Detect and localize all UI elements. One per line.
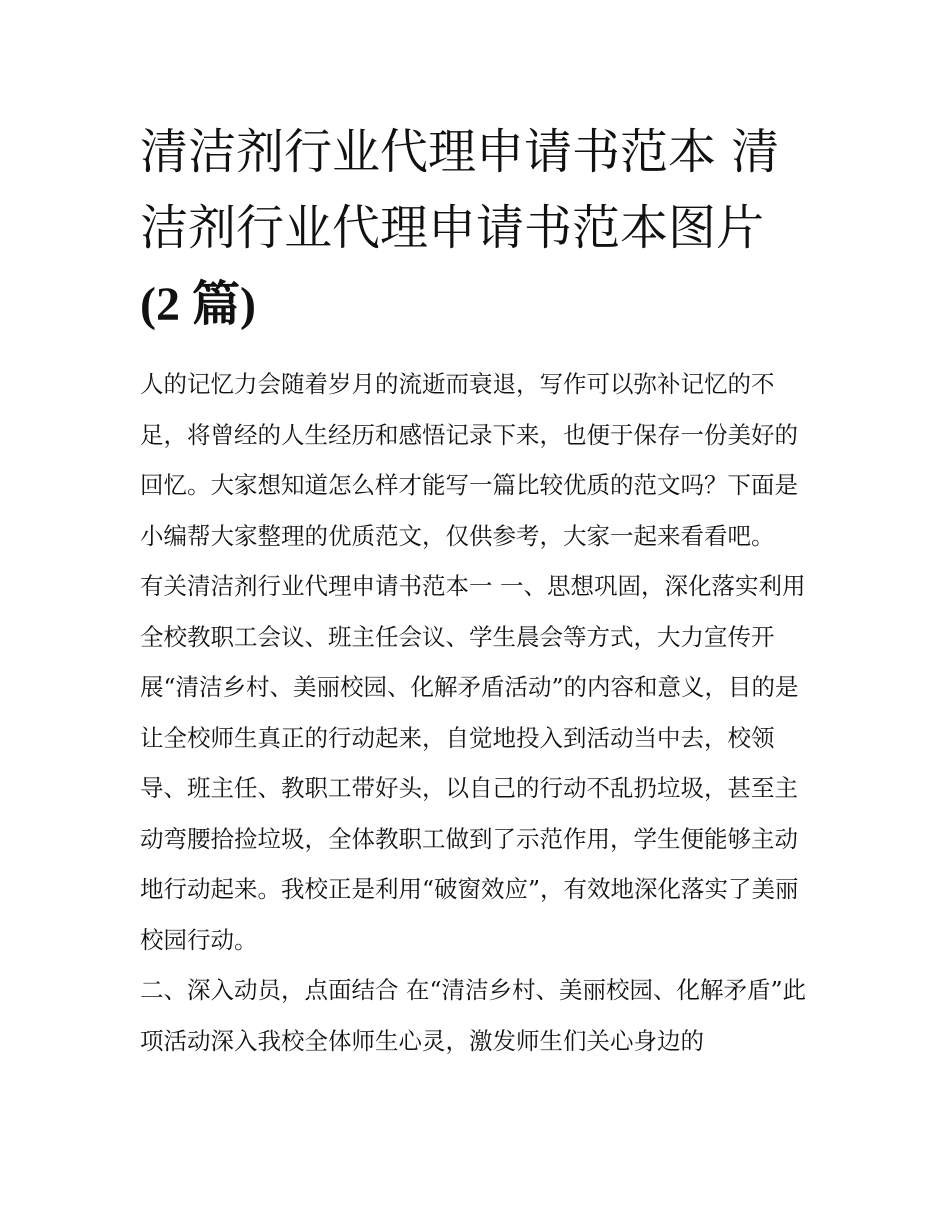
title-line-3: (2 篇) — [140, 278, 256, 331]
paragraph-intro: 人的记忆力会随着岁月的流逝而衰退，写作可以弥补记忆的不足，将曾经的人生经历和感悟记录下来，也便于保存一份美好的回忆。大家想知道怎么样才能写一篇比较优质的范文吗？下面是小编帮大家整理的优质范文，仅供参考，大家一起来看看吧。 — [140, 370, 798, 550]
title-line-2: 洁剂行业代理申请书范本图片 — [140, 200, 765, 256]
document-title — [140, 114, 820, 343]
document-body — [140, 359, 820, 1066]
paragraph-section-2: 二、深入动员，点面结合 在“清洁乡村、美丽校园、化解矛盾”此项活动深入我校全体师生心灵，激发师生们关心身边的 — [140, 976, 806, 1055]
title-line-1: 清洁剂行业代理申请书范本 清 — [140, 124, 780, 180]
paragraph-section-1: 有关清洁剂行业代理申请书范本一 一、思想巩固，深化落实利用全校教职工会议、班主任会议、学生晨会等方式，大力宣传开展“清洁乡村、美丽校园、化解矛盾活动”的内容和意义，目的是让全校师生真正的行动起来，自觉地投入到活动当中去，校领导、班主任、教职工带好头，以自己的行动不乱扔垃圾，甚至主动弯腰拾捡垃圾，全体教职工做到了示范作用，学生便能够主动地行动起来。我校正是利用“破窗效应”，有效地深化落实了美丽校园行动。 — [140, 572, 806, 954]
